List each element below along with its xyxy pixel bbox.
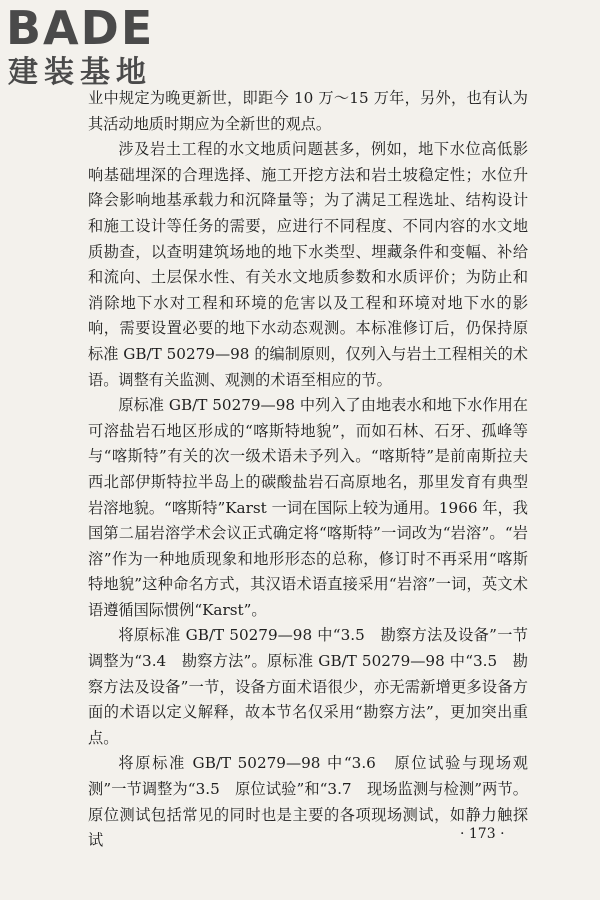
page-body bbox=[88, 86, 528, 854]
paragraph-survey-methods: 将原标准 GB/T 50279—98 中“3.5 勘察方法及设备”一节调整为“3.4 勘察方法”。原标准 GB/T 50279—98 中“3.5 勘察方法及设备”一节，设备方面术语很少，亦无需新增更多设备方面的术语以定义解释，故本节名仅采用“勘察方法”，更加突出重点。 bbox=[88, 626, 528, 747]
watermark-brand: BADE bbox=[6, 1, 155, 55]
paragraph-in-situ-tests: 将原标准 GB/T 50279—98 中“3.6 原位试验与现场观测”一节调整为“3.5 原位试验”和“3.7 现场监测与检测”两节。原位测试包括常见的同时也是主要的各项现场测试，如静力触探试 bbox=[88, 754, 528, 850]
watermark-logo bbox=[4, 2, 184, 94]
paragraph-continued: 业中规定为晚更新世，即距今 10 万～15 万年，另外，也有认为其活动地质时期应为全新世的观点。 bbox=[88, 89, 528, 133]
page-number: · 173 · bbox=[460, 826, 505, 842]
paragraph-karst: 原标准 GB/T 50279—98 中列入了由地表水和地下水作用在可溶盐岩石地区形成的“喀斯特地貌”，而如石林、石牙、孤峰等与“喀斯特”有关的次一级术语未予列入。“喀斯特”是前南斯拉夫西北部伊斯特拉半岛上的碳酸盐岩石高原地名，那里发育有典型岩溶地貌。“喀斯特”Karst 一词在国际上较为通用。1966 年，我国第二届岩溶学术会议正式确定将“喀斯特”一词改为“岩溶”。“岩溶”作为一种地质现象和地形形态的总称，修订时不再采用“喀斯特地貌”这种命名方式，其汉语术语直接采用“岩溶”一词，英文术语遵循国际惯例“Karst”。 bbox=[88, 396, 528, 619]
paragraph-hydrogeology: 涉及岩土工程的水文地质问题甚多，例如，地下水位高低影响基础埋深的合理选择、施工开挖方法和岩土坡稳定性；水位升降会影响地基承载力和沉降量等；为了满足工程选址、结构设计和施工设计等任务的需要，应进行不同程度、不同内容的水文地质勘查，以查明建筑场地的地下水类型、埋藏条件和变幅、补给和流向、土层保水性、有关水文地质参数和水质评价；为防止和消除地下水对工程和环境的危害以及工程和环境对地下水的影响，需要设置必要的地下水动态观测。本标准修订后，仍保持原标准 GB/T 50279—98 的编制原则，仅列入与岩土工程相关的术语。调整有关监测、观测的术语至相应的节。 bbox=[88, 140, 528, 389]
watermark-subtitle: 建装基地 bbox=[8, 55, 152, 90]
